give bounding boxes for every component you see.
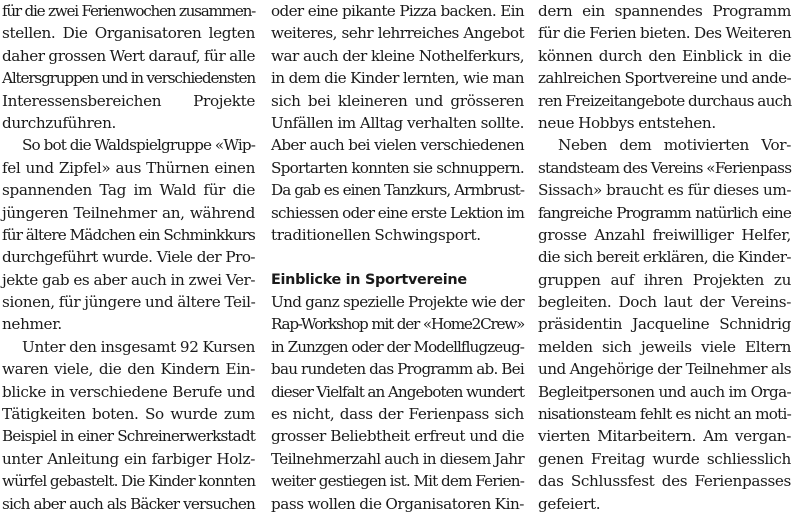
text-line: So bot die Waldspielgruppe «Wip- xyxy=(22,136,255,155)
text-line: spannenden Tag im Wald für die xyxy=(2,181,255,200)
text-line: Teilnehmerzahl auch in diesem Jahr xyxy=(271,449,524,468)
text-line: grosse Anzahl freiwilliger Helfer, xyxy=(538,225,791,244)
text-line: war auch der kleine Nothelferkurs, xyxy=(271,46,524,65)
text-line: für die zwei Ferienwochen zusammen- xyxy=(2,2,255,20)
text-line: traditionellen Schwingsport. xyxy=(271,225,481,244)
text-line: jüngeren Teilnehmer an, während xyxy=(2,203,255,222)
text-line: Tätigkeiten boten. So wurde zum xyxy=(2,405,255,424)
text-line: ren Freizeitangebote durchaus auch xyxy=(538,91,792,110)
text-line: zahlreichen Sportvereine und ande- xyxy=(538,69,791,88)
text-line: Begleitpersonen und auch im Orga- xyxy=(538,382,791,401)
text-line: durchgeführt wurde. Viele der Pro- xyxy=(2,248,255,267)
text-line: sich aber auch als Bäcker versuchen xyxy=(2,494,255,513)
text-line: fangreiche Programm natürlich eine xyxy=(538,203,791,222)
text-line: neue Hobbys entstehen. xyxy=(538,113,716,132)
text-line: Und ganz spezielle Projekte wie der xyxy=(271,293,524,312)
text-line: sionen, für jüngere und ältere Teil- xyxy=(2,293,256,312)
text-line: jekte gab es aber auch in zwei Ver- xyxy=(2,270,255,289)
text-line: Rap-Workshop mit der «Home2Crew» xyxy=(271,315,524,334)
text-line: Interessensbereichen Projekte xyxy=(2,91,255,110)
text-line: für die Ferien bieten. Des Weiteren xyxy=(538,24,792,43)
text-line: gefeiert. xyxy=(538,494,601,513)
text-line: es nicht, dass der Ferienpass sich xyxy=(271,405,524,424)
text-line: oder eine pikante Pizza backen. Ein xyxy=(271,2,524,20)
paragraph-gap xyxy=(271,246,524,268)
text-line: Aber auch bei vielen verschiedenen xyxy=(271,136,524,155)
text-line: unter Anleitung ein farbiger Holz- xyxy=(2,449,255,468)
text-line: melden sich jeweils viele Eltern xyxy=(538,337,791,356)
text-line: Sissach» braucht es für dieses um- xyxy=(538,181,791,200)
text-line: in Zunzgen oder der Modellflugzeug- xyxy=(271,337,524,356)
text-line: weiteres, sehr lehrreiches Angebot xyxy=(271,24,524,43)
text-line: Altersgruppen und in verschiedensten xyxy=(2,69,255,88)
text-line: vierten Mitarbeitern. Am vergan- xyxy=(538,427,791,446)
text-line: grosser Beliebtheit erfreut und die xyxy=(271,427,524,446)
text-line: durchzuführen. xyxy=(2,113,116,132)
section-subheading: Einblicke in Sportvereine xyxy=(271,271,467,288)
text-line: fel und Zipfel» aus Thürnen einen xyxy=(2,158,255,177)
text-line: standsteam des Vereins «Ferienpass xyxy=(538,158,792,177)
text-line: können durch den Einblick in die xyxy=(538,46,791,65)
text-line: und Angehörige der Teilnehmer als xyxy=(538,360,791,379)
text-column-3 xyxy=(538,0,791,515)
text-line: nisationsteam fehlt es nicht an moti- xyxy=(538,405,791,424)
text-line: stellen. Die Organisatoren legten xyxy=(2,24,255,43)
text-line: blicke in verschiedene Berufe und xyxy=(2,382,255,401)
text-line: gruppen auf ihren Projekten zu xyxy=(538,270,791,289)
text-line: Sportarten konnten sie schnuppern. xyxy=(271,158,524,177)
text-line: das Schlussfest des Ferienpasses xyxy=(538,472,791,491)
text-line: würfel gebastelt. Die Kinder konnten xyxy=(2,472,256,491)
text-line: Unter den insgesamt 92 Kursen xyxy=(22,337,256,356)
text-line: Da gab es einen Tanzkurs, Armbrust- xyxy=(271,181,524,200)
text-line: dern ein spannendes Programm xyxy=(538,2,791,20)
text-line: die sich bereit erklären, die Kinder- xyxy=(538,248,791,267)
text-line: nehmer. xyxy=(2,315,62,334)
text-line: schiessen oder eine erste Lektion im xyxy=(271,203,525,222)
text-line: Neben dem motivierten Vor- xyxy=(558,136,791,155)
text-line: begleiten. Doch laut der Vereins- xyxy=(538,293,791,312)
text-line: Beispiel in einer Schreinerwerkstadt xyxy=(2,427,255,446)
text-line: Unfällen im Alltag verhalten sollte. xyxy=(271,113,524,132)
text-line: präsidentin Jacqueline Schnidrig xyxy=(538,315,791,334)
text-column-1 xyxy=(2,0,255,515)
text-line: in dem die Kinder lernten, wie man xyxy=(271,69,524,88)
text-line: sich bei kleineren und grösseren xyxy=(271,91,524,110)
text-line: daher grossen Wert darauf, für alle xyxy=(2,46,256,65)
text-line: bau rundeten das Programm ab. Bei xyxy=(271,360,524,379)
text-column-2 xyxy=(271,0,524,515)
text-line: dieser Vielfalt an Angeboten wundert xyxy=(271,382,524,401)
text-line: genen Freitag wurde schliesslich xyxy=(538,449,791,468)
text-line: pass wollen die Organisatoren Kin- xyxy=(271,494,524,513)
text-line: für ältere Mädchen ein Schminkkurs xyxy=(2,225,255,244)
text-line: weiter gestiegen ist. Mit dem Ferien- xyxy=(271,472,524,491)
text-line: waren viele, die den Kindern Ein- xyxy=(2,360,255,379)
